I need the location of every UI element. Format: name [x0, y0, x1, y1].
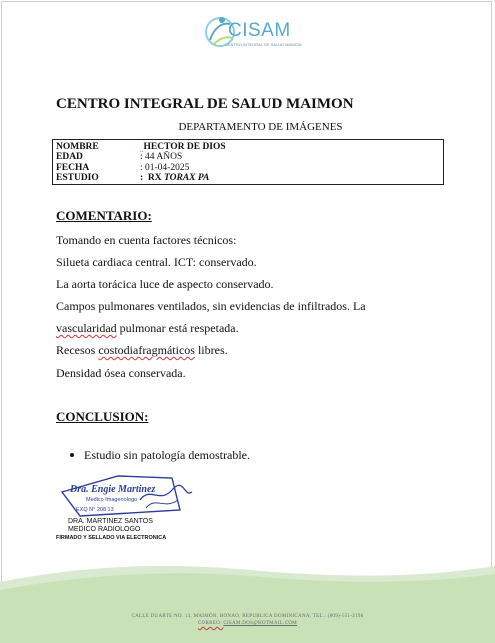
comment-line [56, 321, 239, 336]
logo-name: CISAM [228, 20, 291, 41]
spellcheck-word: vascularidad [56, 321, 117, 335]
info-label: FECHA [56, 163, 90, 173]
comment-line: La aorta torácica luce de aspecto conservado. [56, 277, 274, 291]
patient-info-box [52, 139, 444, 185]
line-prefix: Recesos [56, 343, 99, 357]
line-rest: pulmonar está respetada. [116, 321, 239, 335]
signature-note: FIRMADO Y SELLADO VIA ELECTRONICA [56, 535, 167, 541]
email-label: CORREO: [197, 621, 224, 626]
footer-wave [0, 560, 495, 643]
info-value: : 01-04-2025 [140, 163, 190, 173]
spellcheck-word: costodiafragmáticos [98, 343, 195, 357]
info-value [140, 173, 209, 183]
study-name: TORAX PA [164, 173, 210, 183]
signature-stamp [60, 470, 200, 520]
logo-subtitle: CENTRO INTEGRAL DE SALUD MAIMON [225, 42, 302, 47]
stamp-role: Medico Imagenologo [86, 497, 138, 503]
footer-email [0, 621, 495, 626]
dotted-mark: .. [140, 145, 144, 154]
line-rest: libres. [194, 343, 228, 357]
doctor-name: DRA. MARTINEZ SANTOS [68, 518, 153, 525]
info-row-date [56, 163, 189, 173]
info-row-study [56, 173, 209, 183]
comment-line: Densidad ósea conservada. [56, 366, 186, 380]
info-value: : 44 AÑOS [140, 152, 183, 162]
info-value: HECTOR DE DIOS [143, 142, 226, 152]
stamp-exeq: EXQ N° 208 13 [76, 507, 114, 513]
email-address[interactable]: CISAM.DOS@HOTMAIL.COM [223, 621, 297, 626]
conclusion-heading: CONCLUSION: [56, 409, 149, 424]
info-label: NOMBRE [56, 142, 99, 152]
comment-line: Tomando en cuenta factores técnicos: [56, 233, 237, 247]
info-label: ESTUDIO [56, 173, 99, 183]
comment-line: Campos pulmonares ventilados, sin evidencias de infiltrados. La [56, 299, 366, 313]
stamp-name: Dra. Engie Martinez [70, 484, 156, 495]
comment-line: Silueta cardiaca central. ICT: conservado. [56, 255, 257, 269]
info-row-age [56, 152, 182, 162]
conclusion-item [72, 448, 250, 463]
comment-line [56, 343, 228, 358]
department-title: DEPARTAMENTO DE IMÁGENES [178, 121, 343, 133]
footer-address: CALLE DUARTE NO. 13, MAIMÓN, BONAO, REPUBLICA DOMINICANA, TEL.: (809)-551-2198 [131, 614, 364, 619]
doctor-role: MEDICO RADIOLOGO [68, 526, 141, 533]
study-prefix: : RX [140, 173, 165, 183]
conclusion-text: Estudio sin patología demostrable. [84, 448, 250, 462]
info-label: EDAD [56, 152, 83, 162]
comment-heading: COMENTARIO: [56, 208, 152, 223]
page-title: CENTRO INTEGRAL DE SALUD MAIMON [56, 96, 354, 112]
